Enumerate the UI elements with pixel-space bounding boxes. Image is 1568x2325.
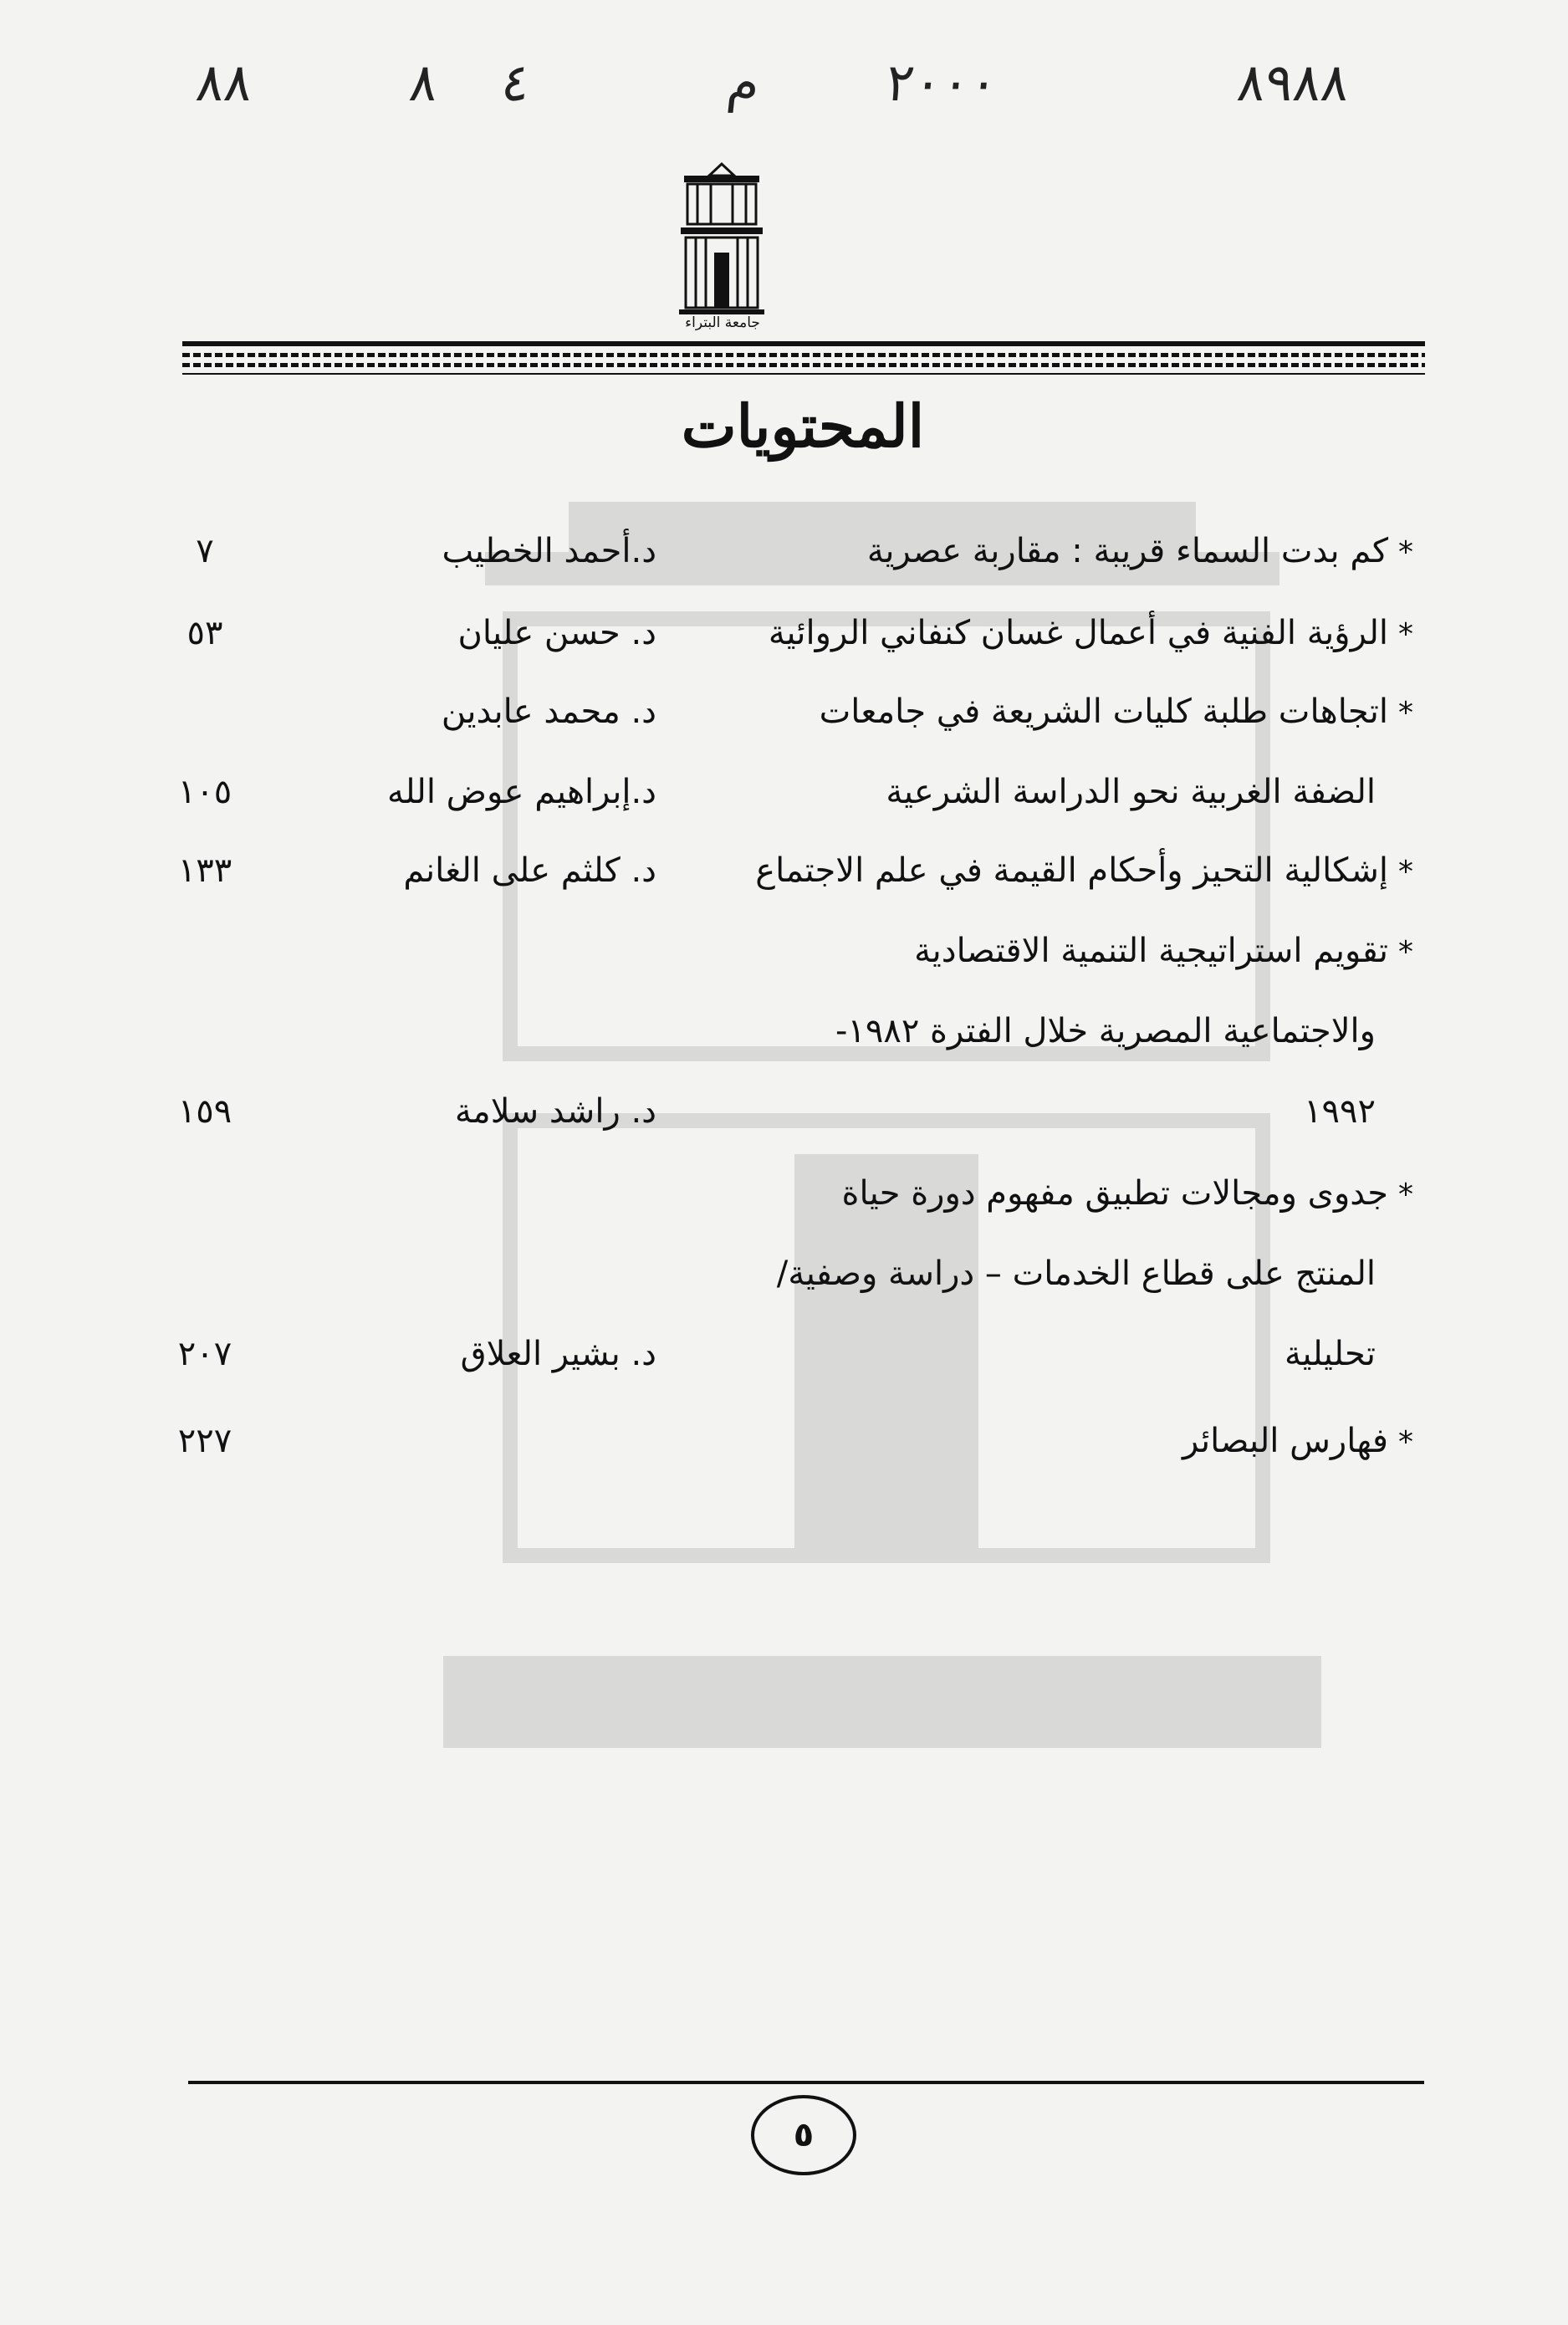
handwritten-number: ٨٨ <box>193 52 256 113</box>
toc-entry-author: د.إبراهيم عوض الله <box>386 773 656 811</box>
toc-entry-title-cont: المنتج على قطاع الخدمات – دراسة وصفية/ <box>776 1254 1376 1293</box>
toc-entry-author: د. كلثم على الغانم <box>403 851 656 890</box>
handwritten-number: ٨ <box>406 52 442 113</box>
toc-entry-title: *فهارس البصائر <box>1182 1422 1413 1460</box>
toc-entry-title: *إشكالية التحيز وأحكام القيمة في علم الاجتماع <box>755 851 1413 890</box>
toc-entry-title: *كم بدت السماء قريبة : مقاربة عصرية <box>866 532 1413 570</box>
toc-entry-title-cont: تحليلية <box>1284 1335 1376 1373</box>
toc-entry-title: *الرؤية الفنية في أعمال غسان كنفاني الروائية <box>768 614 1413 652</box>
toc-entry-author: د. حسن عليان <box>457 614 656 652</box>
toc-entry-page: ٢٢٧ <box>177 1422 232 1460</box>
page-number: ٥ <box>751 2095 856 2175</box>
toc-entry-title: *اتجاهات طلبة كليات الشريعة في جامعات <box>819 692 1413 731</box>
toc-entry-title: *جدوى ومجالات تطبيق مفهوم دورة حياة <box>841 1174 1413 1213</box>
toc-entry-author: د. محمد عابدين <box>441 692 656 731</box>
logo-caption: جامعة البتراء <box>685 314 760 331</box>
handwritten-number: ٤ <box>498 52 534 113</box>
handwritten-mark: م <box>724 52 764 113</box>
toc-entry-page: ١٣٣ <box>177 851 232 890</box>
header-rule <box>182 341 1425 346</box>
header-rule <box>182 373 1425 375</box>
handwritten-number: ٨٩٨٨ <box>1234 52 1353 113</box>
toc-entry-title: *تقويم استراتيجية التنمية الاقتصادية <box>914 932 1413 970</box>
toc-entry-title-cont: الضفة الغربية نحو الدراسة الشرعية <box>886 773 1376 811</box>
footer-rule <box>188 2081 1424 2084</box>
toc-entry-author: د. بشير العلاق <box>460 1335 656 1373</box>
toc-entry-author: د. راشد سلامة <box>454 1092 656 1131</box>
header-rule <box>182 363 1425 367</box>
toc-entry-title-cont: ١٩٩٢ <box>1304 1092 1376 1131</box>
toc-entry-page: ٢٠٧ <box>177 1335 232 1373</box>
toc-entry-page: ١٠٥ <box>177 773 232 811</box>
toc-entry-page: ٧ <box>196 532 214 570</box>
handwritten-year: ٢٠٠٠ <box>883 52 1002 113</box>
toc-entry-title-cont: والاجتماعية المصرية خلال الفترة ١٩٨٢- <box>835 1012 1376 1050</box>
header-rule <box>182 353 1425 357</box>
page-title: المحتويات <box>681 391 925 461</box>
toc-entry-author: د.أحمد الخطيب <box>442 532 656 570</box>
petra-treasury-icon <box>679 161 764 335</box>
toc-entry-page: ١٥٩ <box>177 1092 232 1131</box>
toc-entry-page: ٥٣ <box>186 614 223 652</box>
